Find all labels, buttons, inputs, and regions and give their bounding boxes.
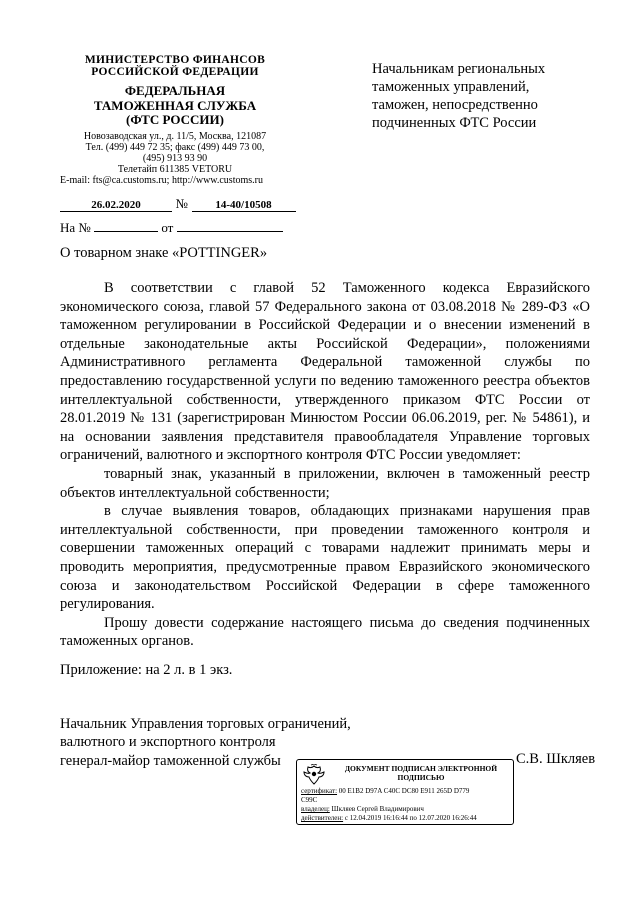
attachment-note: Приложение: на 2 л. в 1 экз. bbox=[60, 662, 233, 678]
recipient-line-3: таможен, непосредственно bbox=[372, 97, 538, 113]
ministry-line-2: РОССИЙСКОЙ ФЕДЕРАЦИИ bbox=[91, 66, 259, 78]
esignature-title-line-2: ПОДПИСЬЮ bbox=[397, 773, 445, 782]
number-symbol: № bbox=[175, 196, 188, 211]
signatory-name: С.В. Шкляев bbox=[516, 751, 596, 767]
reference-date-label: от bbox=[161, 220, 174, 235]
body-paragraph-2: товарный знак, указанный в приложении, включен в таможенный реестр объектов интеллектуальной собственности; bbox=[60, 465, 590, 501]
reference-number-label: На № bbox=[60, 220, 91, 235]
phones-line-2: (495) 913 93 90 bbox=[142, 153, 208, 164]
body-paragraph-3: в случае выявления товаров, обладающих признаками нарушения прав интеллектуальной собственности, при проведении таможенного контроля и совершении таможенных операций с товарами надлежит принимать меры и проводить мероприятия, предусмотренные правом Евразийского экономического союза и законодательством Российской Федерации в сфере таможенного регулирования. bbox=[60, 503, 590, 613]
registration-number: 14-40/10508 bbox=[192, 199, 296, 212]
validity-value: с 12.04.2019 16:16:44 по 12.07.2020 16:26:44 bbox=[344, 814, 477, 822]
recipient-line-4: подчиненных ФТС России bbox=[372, 115, 537, 131]
body-paragraph-4: Прошу довести содержание настоящего письма до сведения подчиненных таможенных органов. bbox=[60, 614, 590, 650]
esignature-title-line-1: ДОКУМЕНТ ПОДПИСАН ЭЛЕКТРОННОЙ bbox=[344, 764, 498, 773]
signatory-title-line-2: валютного и экспортного контроля bbox=[60, 734, 276, 751]
registration-date: 26.02.2020 bbox=[60, 199, 172, 212]
validity-label: действителен: bbox=[301, 814, 344, 822]
owner-value: Шкляев Сергей Владимирович bbox=[331, 805, 424, 813]
recipient-line-2: таможенных управлений, bbox=[372, 79, 530, 95]
body-paragraph-1: В соответствии с главой 52 Таможенного кодекса Евразийского экономического союза, главой 57 Федерального закона от 03.08.2018 № 289-ФЗ «О таможенном регулировании в Российской Федерации и о внесении изменений в отдельные законодательные акты Российской Федерации», положениями Административного регламента Федеральной таможенной службы по предоставлению государственной услуги по ведению таможенного реестра объектов интеллектуальной собственности, утвержденного приказом ФТС России от 28.01.2019 № 131 (зарегистрирован Минюстом России 06.06.2019, рег. № 54861), и на основании заявления представителя правообладателя Управление торговых ограничений, валютного и экспортного контроля ФТС России уведомляет: bbox=[60, 280, 590, 464]
ministry-line-1: МИНИСТЕРСТВО ФИНАНСОВ bbox=[84, 54, 266, 66]
reference-line bbox=[60, 219, 300, 236]
certificate-line bbox=[301, 787, 511, 796]
contact-details bbox=[60, 131, 290, 186]
email-line: E-mail: fts@ca.customs.ru; http://www.customs.ru bbox=[60, 175, 263, 186]
service-line-2: ТАМОЖЕННАЯ СЛУЖБА bbox=[93, 97, 257, 113]
registration-line bbox=[60, 196, 300, 212]
teletype: Телетайп 611385 VETORU bbox=[117, 164, 233, 175]
electronic-signature-stamp bbox=[296, 759, 514, 825]
recipient-line-1: Начальникам региональных bbox=[372, 61, 546, 77]
validity-line bbox=[301, 814, 511, 823]
phones-line-1: Тел. (499) 449 72 35; факс (499) 449 73 00, bbox=[85, 142, 265, 153]
service-line-3: (ФТС РОССИИ) bbox=[126, 112, 224, 127]
certificate-label: сертификат: bbox=[301, 787, 338, 795]
certificate-value-continued: C99C bbox=[301, 796, 318, 804]
ministry-name bbox=[60, 54, 290, 78]
reference-date-blank bbox=[177, 219, 283, 232]
service-name bbox=[60, 84, 290, 128]
owner-label: владелец: bbox=[301, 805, 330, 813]
service-line-1: ФЕДЕРАЛЬНАЯ bbox=[124, 83, 226, 98]
address: Новозаводская ул., д. 11/5, Москва, 121087 bbox=[83, 131, 267, 142]
letter-body bbox=[60, 279, 590, 651]
certificate-value: 00 E1B2 D97A C40C DC80 E911 265D D779 bbox=[338, 787, 470, 795]
recipients-block bbox=[372, 60, 622, 132]
signatory-title-line-1: Начальник Управления торговых ограничений, bbox=[60, 716, 351, 732]
owner-line bbox=[301, 805, 511, 814]
eagle-emblem-icon bbox=[301, 764, 327, 786]
letter-subject: О товарном знаке «POTTINGER» bbox=[60, 245, 268, 261]
esignature-details bbox=[301, 787, 511, 823]
esignature-title bbox=[331, 764, 511, 782]
signatory-title-line-3: генерал-майор таможенной службы bbox=[60, 752, 281, 769]
reference-number-blank bbox=[94, 219, 158, 232]
